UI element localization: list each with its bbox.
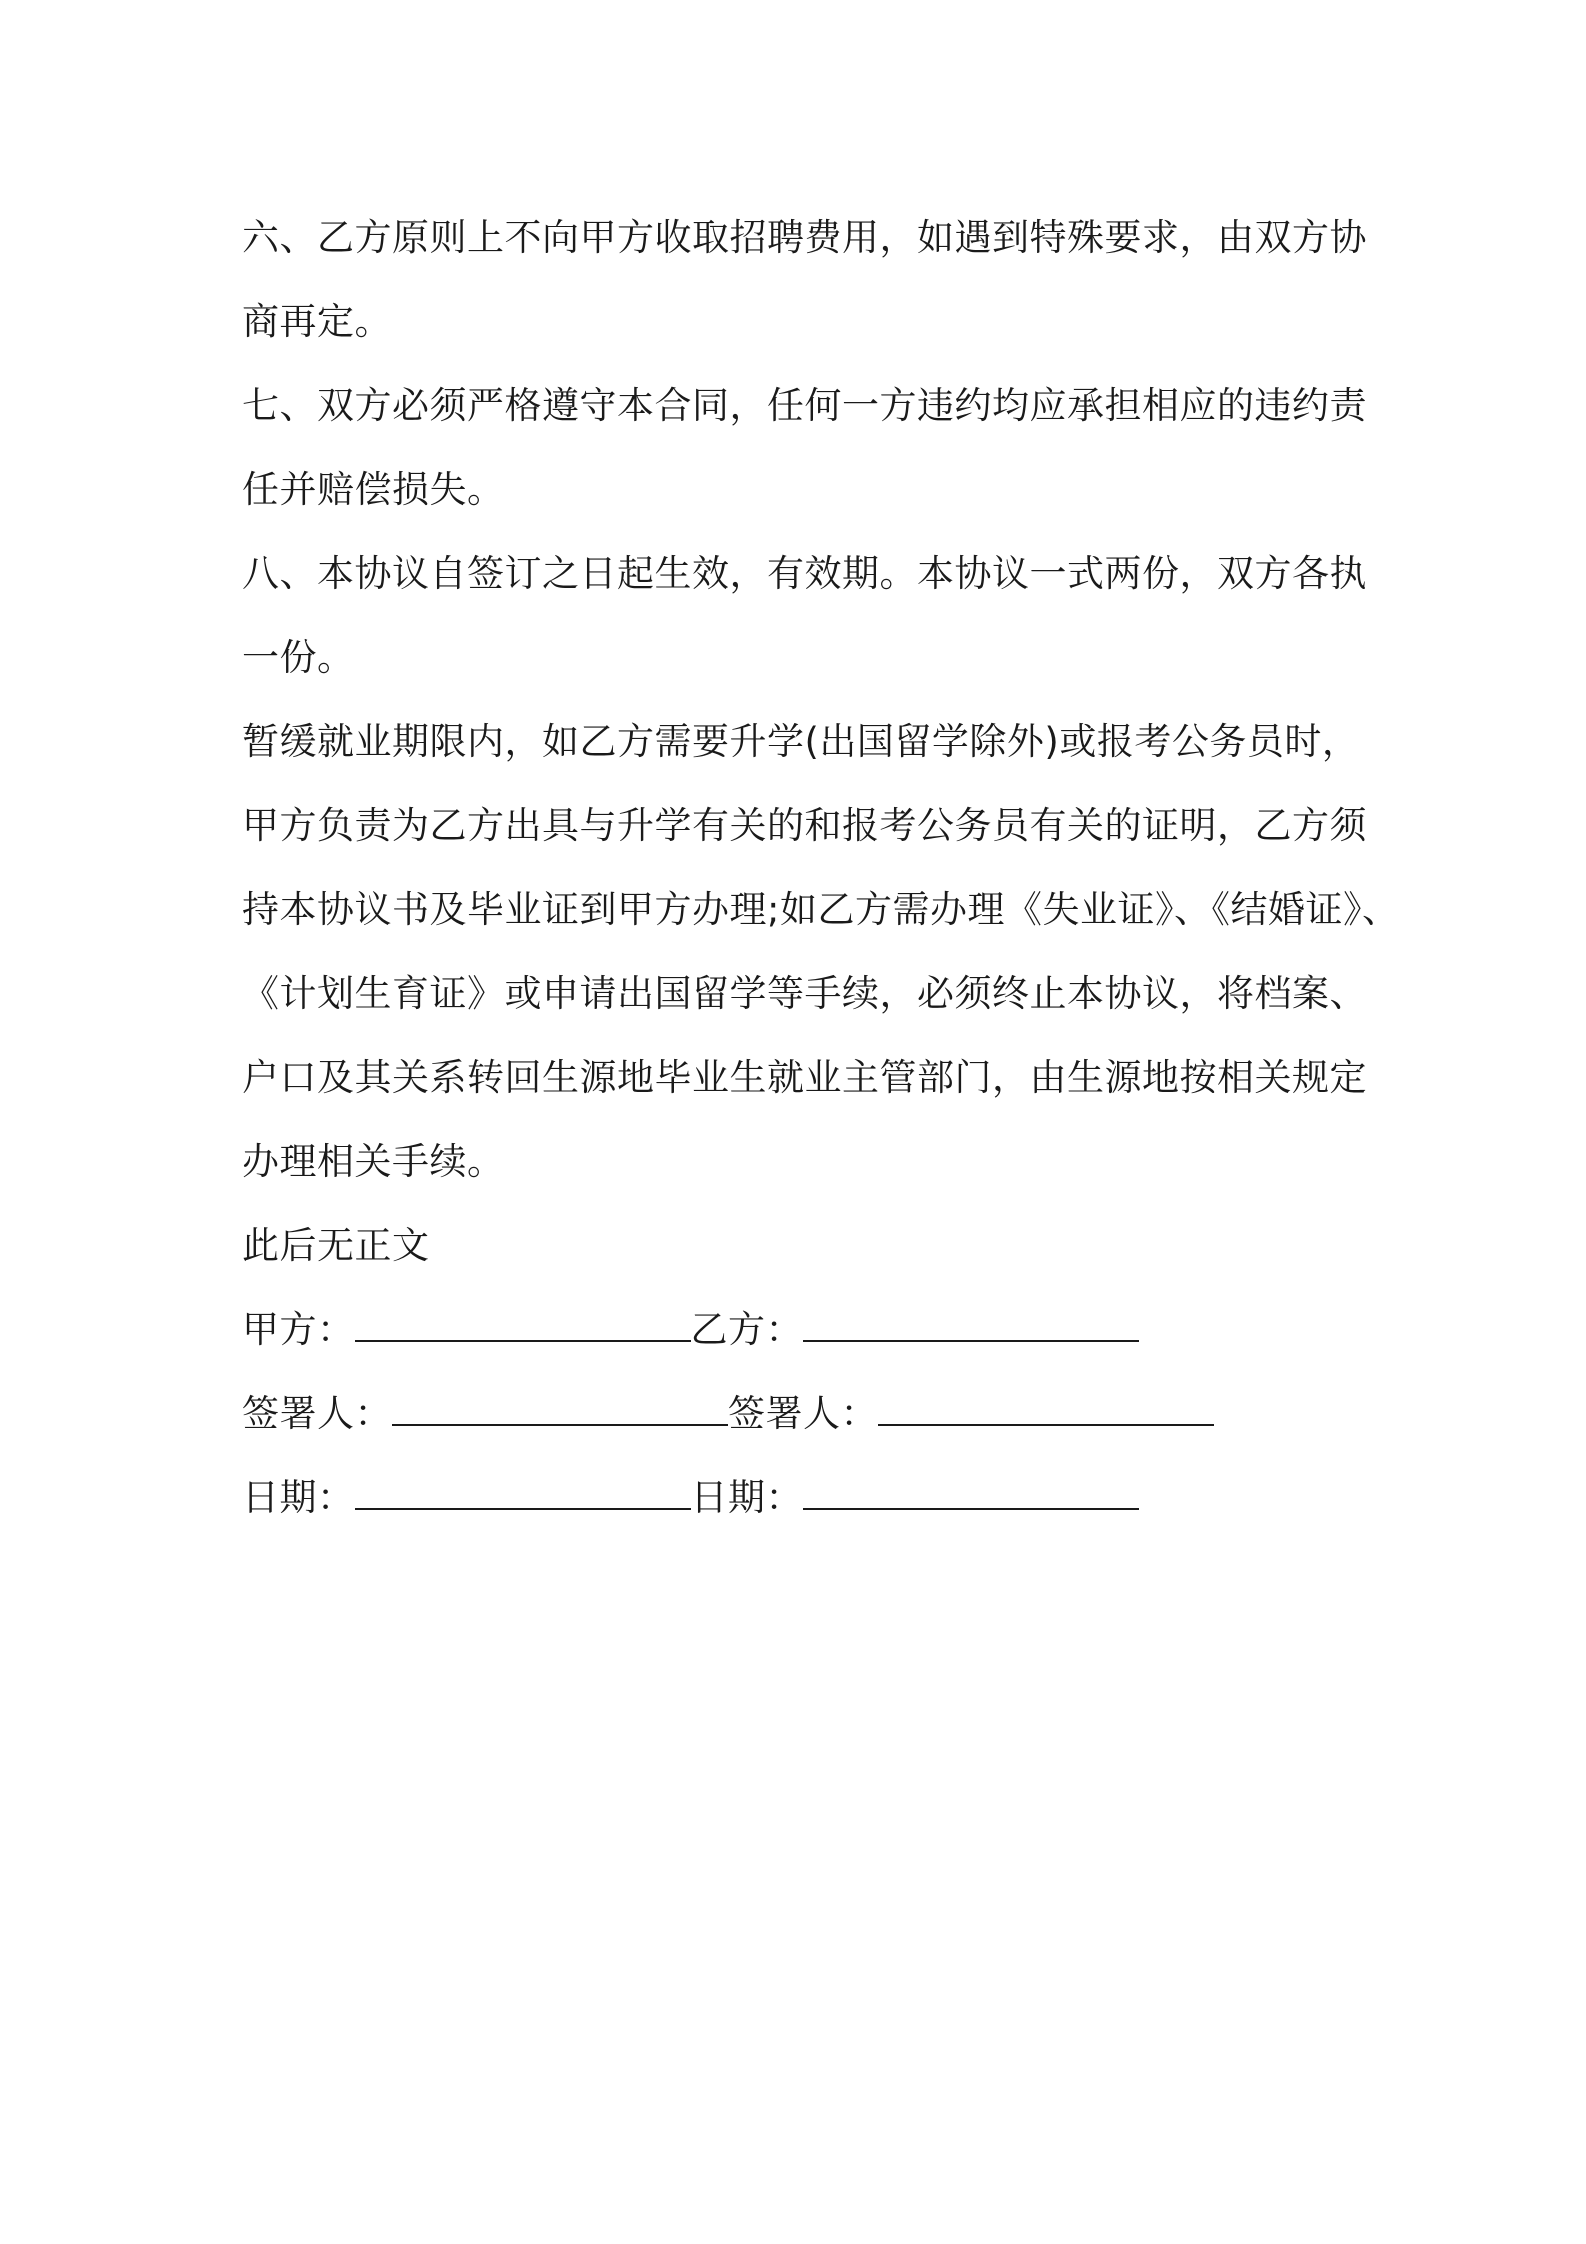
deferral-line-2: 甲方负责为乙方出具与升学有关的和报考公务员有关的证明，乙方须 [242, 804, 1367, 847]
deferral-line-6: 办理相关手续。 [242, 1140, 505, 1183]
clause-7-line-2: 任并赔偿损失。 [242, 468, 505, 511]
signer-b-label: 签署人： [728, 1392, 878, 1435]
clause-6-line-1: 六、乙方原则上不向甲方收取招聘费用，如遇到特殊要求，由双方协 [242, 216, 1367, 259]
clause-8 [242, 532, 1367, 700]
signer-b-blank[interactable] [878, 1394, 1214, 1426]
signature-row-party [242, 1288, 1362, 1372]
signer-a-blank[interactable] [392, 1394, 728, 1426]
party-a-blank[interactable] [355, 1310, 691, 1342]
clause-8-line-1: 八、本协议自签订之日起生效，有效期。本协议一式两份，双方各执 [242, 552, 1367, 595]
document-body [242, 196, 1400, 1540]
closing-text: 此后无正文 [242, 1224, 430, 1267]
closing-note [242, 1204, 1362, 1288]
clause-7 [242, 364, 1367, 532]
party-b-label: 乙方： [690, 1308, 803, 1351]
clause-6-line-2: 商再定。 [242, 300, 392, 343]
signer-a-label: 签署人： [242, 1392, 392, 1435]
party-b-blank[interactable] [803, 1310, 1139, 1342]
signature-row-date [242, 1456, 1362, 1540]
clause-6 [242, 196, 1367, 364]
date-a-label: 日期： [242, 1476, 355, 1519]
signature-block [242, 1288, 1362, 1540]
deferral-line-3: 持本协议书及毕业证到甲方办理;如乙方需办理《失业证》、《结婚证》、 [242, 888, 1400, 931]
signature-row-signer [242, 1372, 1362, 1456]
deferral-line-4: 《计划生育证》或申请出国留学等手续，必须终止本协议，将档案、 [242, 972, 1367, 1015]
deferral-paragraph [242, 700, 1400, 1204]
deferral-line-1: 暂缓就业期限内，如乙方需要升学(出国留学除外)或报考公务员时， [242, 720, 1360, 763]
clause-8-line-2: 一份。 [242, 636, 355, 679]
date-b-blank[interactable] [803, 1478, 1139, 1510]
clause-7-line-1: 七、双方必须严格遵守本合同，任何一方违约均应承担相应的违约责 [242, 384, 1367, 427]
date-a-blank[interactable] [355, 1478, 691, 1510]
party-a-label: 甲方： [242, 1308, 355, 1351]
date-b-label: 日期： [690, 1476, 803, 1519]
deferral-line-5: 户口及其关系转回生源地毕业生就业主管部门，由生源地按相关规定 [242, 1056, 1367, 1099]
